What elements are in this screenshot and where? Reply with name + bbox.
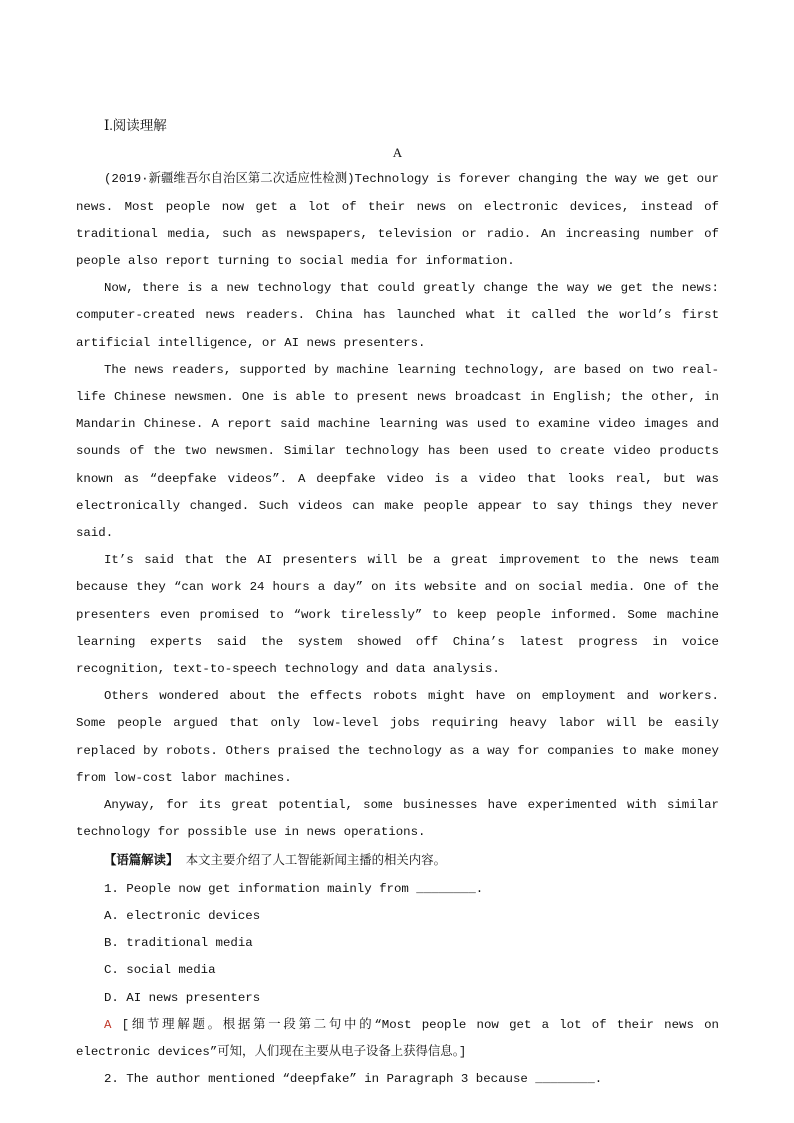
- question-1-option-a: A. electronic devices: [104, 908, 261, 923]
- paragraph-5: Others wondered about the effects robots might have on employment and workers. Some people argued that only low-level jobs requiring heavy labor will be easily replaced by robots. Others praised the technology as a way for companies to make money from low-cost labor machines.: [76, 689, 719, 785]
- passage-label: A: [392, 145, 403, 161]
- paragraph-1: (2019·新疆维吾尔自治区第二次适应性检测)Technology is forever changing the way we get our news. Most people now get a lot of their news on electronic devices, instead of traditional media, such as newspapers, television or radio. An increasing number of people also report turning to social media for information.: [76, 172, 719, 269]
- question-1-option-c: C. social media: [104, 963, 216, 978]
- paragraph-3: The news readers, supported by machine learning technology, are based on two real-life Chinese newsmen. One is able to present news broadcast in English; the other, in Mandarin Chinese. A report said machine learning was used to examine video images and sounds of the two newsmen. Similar technology has been used to create video products known as “deepfake videos”. A deepfake video is a video that looks real, but was electronically changed. Such videos can make people appear to say things they never said.: [76, 362, 719, 541]
- section-title: Ⅰ.阅读理解: [104, 118, 167, 133]
- note-heading: 【语篇解读】: [104, 852, 179, 868]
- question-1-stem: 1. People now get information mainly from ________.: [104, 881, 484, 896]
- paragraph-6: Anyway, for its great potential, some businesses have experimented with similar technology for possible use in news operations.: [76, 798, 719, 840]
- question-1-option-d: D. AI news presenters: [104, 990, 261, 1005]
- answer-letter: A: [104, 1017, 112, 1032]
- answer-explanation: [细节理解题。根据第一段第二句中的“Most people now get a lot of their news on electronic devices”可知，人们现在主要从电子设备上获得信息。]: [76, 1017, 719, 1059]
- paragraph-2: Now, there is a new technology that could greatly change the way we get the news: computer-created news readers. China has launched what it called the world’s first artificial intelligence, or AI news presenters.: [76, 281, 719, 350]
- note-body: 本文主要介绍了人工智能新闻主播的相关内容。: [185, 852, 446, 868]
- paragraph-4: It’s said that the AI presenters will be a great improvement to the news team because they “can work 24 hours a day” on its website and on social media. One of the presenters even promised to “work tirelessly” to keep people informed. Some machine learning experts said the system showed off China’s latest progress in voice recognition, text-to-speech technology and data analysis.: [76, 553, 719, 677]
- question-1-option-b: B. traditional media: [104, 936, 253, 951]
- question-2-stem: 2. The author mentioned “deepfake” in Paragraph 3 because ________.: [104, 1072, 603, 1087]
- discourse-note: [76, 846, 719, 875]
- content-area: [76, 112, 719, 1093]
- question-1-answer: [76, 1012, 719, 1066]
